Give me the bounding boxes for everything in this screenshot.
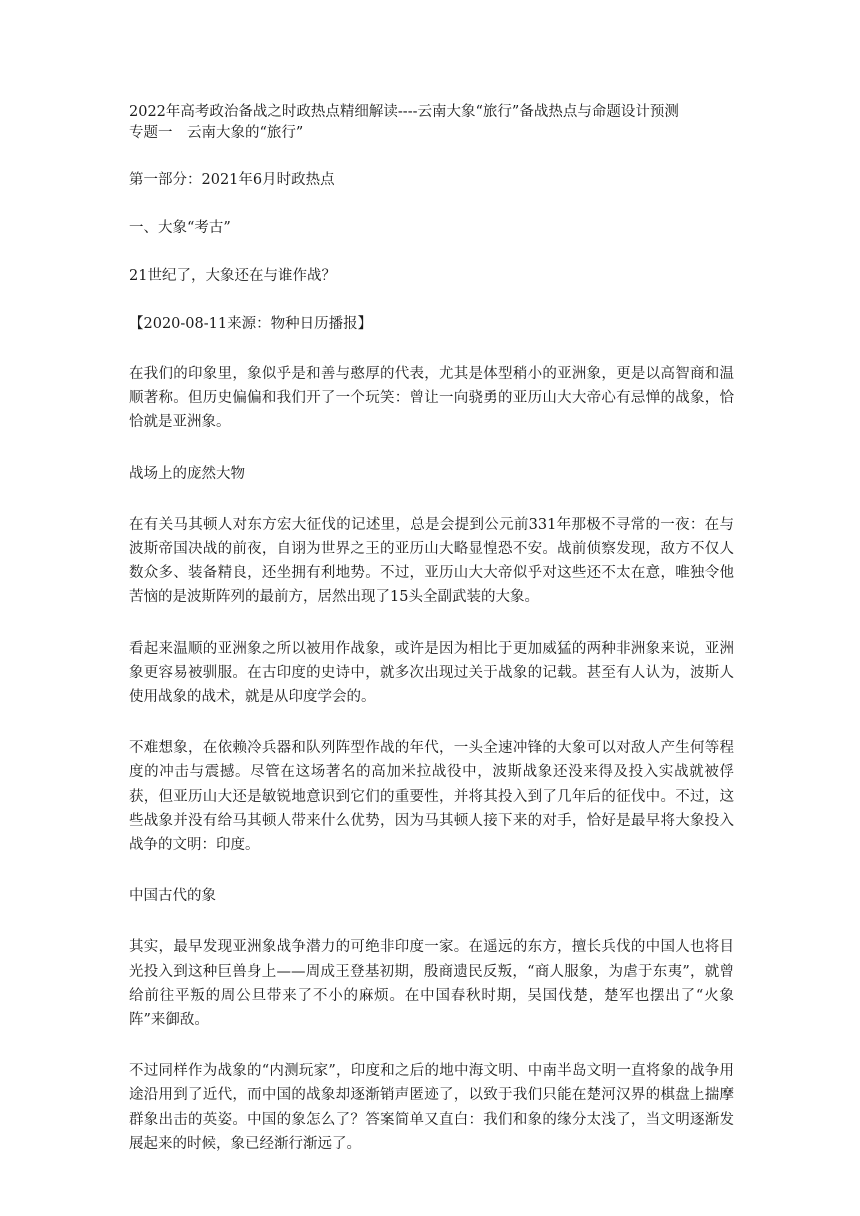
paragraph: 不过同样作为战象的“内测玩家”，印度和之后的地中海文明、中南半岛文明一直将象的战争用途沿用到了近代，而中国的战象却逐渐销声匿迹了，以致于我们只能在楚河汉界的棋盘上揣摩群象出击的英姿。中国的象怎么了？答案简单又直白：我们和象的缘分太浅了，当文明逐渐发展起来的时候，象已经渐行渐远了。 [129,1063,734,1152]
section-heading: 一、大象“考古” [129,220,231,236]
document-body [129,102,734,1156]
document-title: 2022年高考政治备战之时政热点精细解读----云南大象“旅行”备战热点与命题设计预测 [129,104,679,120]
subheading: 中国古代的象 [129,888,216,905]
paragraph: 看起来温顺的亚洲象之所以被用作战象，或许是因为相比于更加威猛的两种非洲象来说，亚洲象更容易被驯服。在古印度的史诗中，就多次出现过关于战象的记载。甚至有人认为，波斯人使用战象的战术，就是从印度学会的。 [129,640,734,706]
paragraph: 在我们的印象里，象似乎是和善与憨厚的代表，尤其是体型稍小的亚洲象，更是以高智商和温顺著称。但历史偏偏和我们开了一个玩笑：曾让一向骁勇的亚历山大大帝心有忌惮的战象，恰恰就是亚洲象。 [129,366,734,431]
paragraph: 不难想象，在依赖冷兵器和队列阵型作战的年代，一头全速冲锋的大象可以对敌人产生何等程度的冲击与震撼。尽管在这场著名的高加米拉战役中，波斯战象还没来得及投入实战就被俘获，但亚历山大还是敏锐地意识到它们的重要性，并将其投入到了几年后的征伐中。不过，这些战象并没有给马其顿人带来什么优势，因为马其顿人接下来的对手，恰好是最早将大象投入战争的文明：印度。 [129,740,734,854]
paragraph: 其实，最早发现亚洲象战争潜力的可绝非印度一家。在遥远的东方，擅长兵伐的中国人也将目光投入到这种巨兽身上——周成王登基初期，殷商遗民反叛，“商人服象，为虐于东夷”，就曾给前往平叛的周公旦带来了不小的麻烦。在中国春秋时期，吴国伐楚，楚军也摆出了“火象阵”来御敌。 [129,939,734,1029]
paragraph: 在有关马其顿人对东方宏大征伐的记述里，总是会提到公元前331年那极不寻常的一夜：在与波斯帝国决战的前夜，自诩为世界之王的亚历山大略显惶恐不安。战前侦察发现，敌方不仅人数众多、装备精良，还坐拥有利地势。不过，亚历山大大帝似乎对这些还不太在意，唯独令他苦恼的是波斯阵列的最前方，居然出现了15头全副武装的大象。 [129,516,734,606]
part-heading: 第一部分：2021年6月时政热点 [129,172,335,188]
subheading: 战场上的庞然大物 [129,465,245,482]
document-header [129,102,734,144]
topic-title: 专题一 云南大象的“旅行” [129,125,304,141]
article-question: 21世纪了，大象还在与谁作战？ [129,268,336,284]
article-source: 【2020-08-11来源：物种日历播报】 [129,316,373,332]
